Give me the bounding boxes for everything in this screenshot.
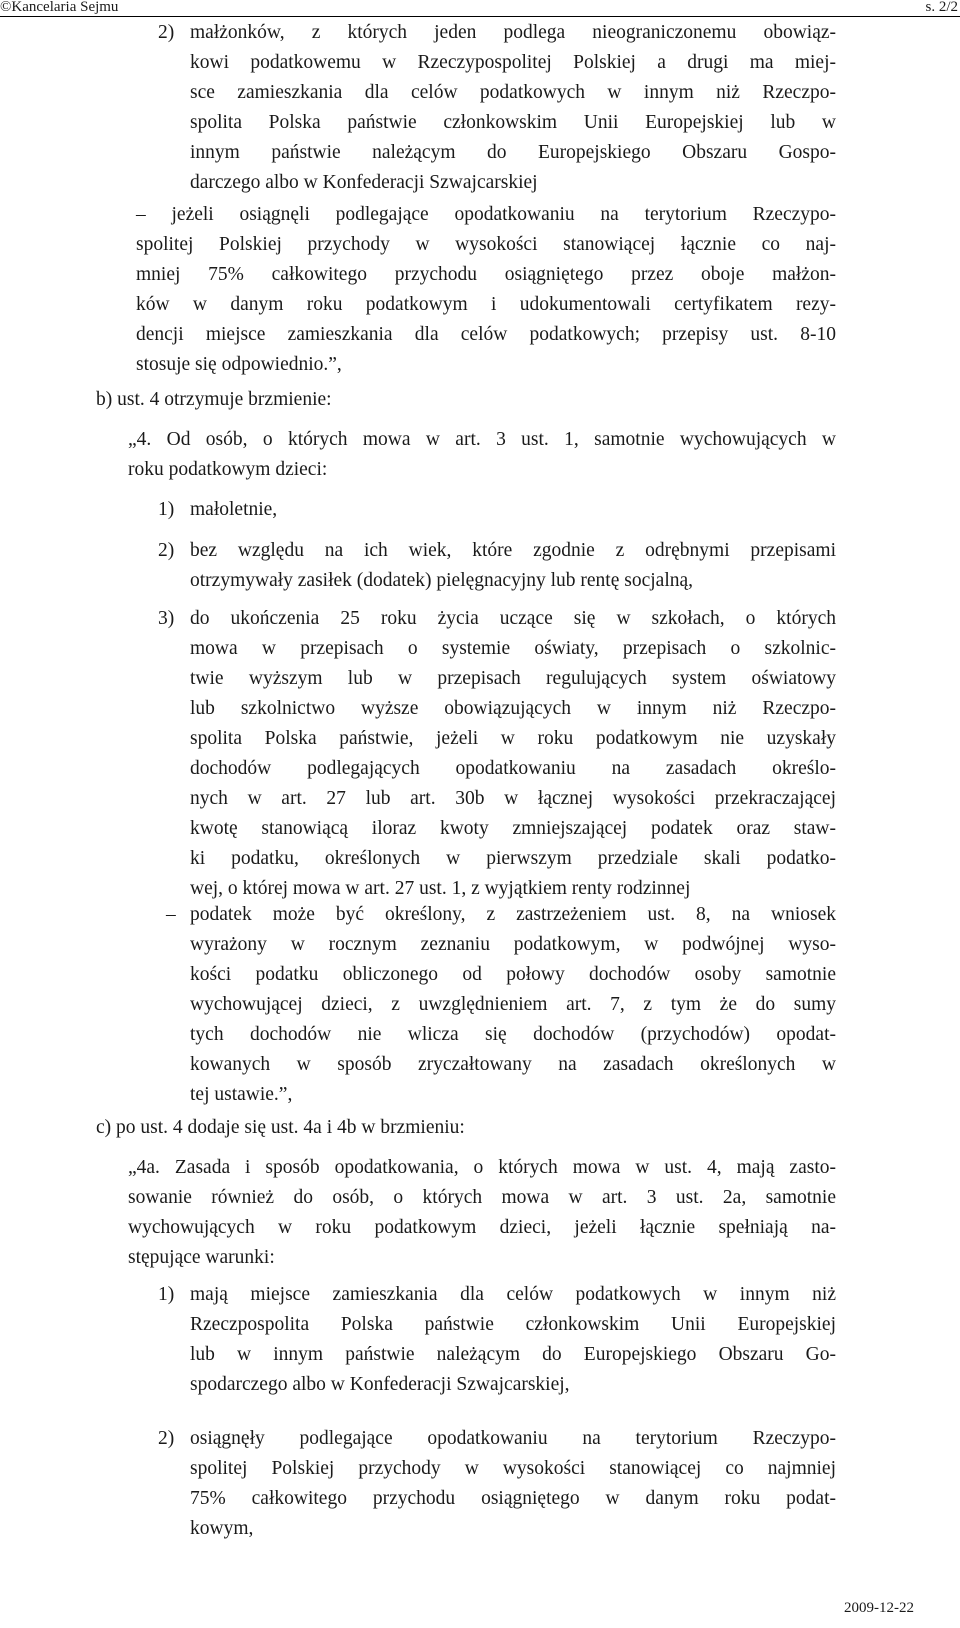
publisher-label: ©Kancelaria Sejmu [0, 0, 119, 15]
item-number: 2) [158, 540, 175, 561]
text-line: stępujące warunki: [128, 1247, 275, 1268]
text-line: kości podatku obliczonego od połowy dochodów osoby samotnie [190, 964, 836, 985]
paragraph-item-2 [190, 18, 836, 198]
text-line: mowa w przepisach o systemie oświaty, przepisach o szkolnic- [190, 638, 836, 659]
text-line: „4. Od osób, o których mowa w art. 3 ust. 1, samotnie wychowujących w [128, 429, 836, 450]
dash-marker: – [166, 904, 176, 925]
text-line: podatek może być określony, z zastrzeżeniem ust. 8, na wniosek [190, 904, 836, 925]
text-line: lub w innym państwie należącym do Europejskiego Obszaru Go- [190, 1344, 836, 1365]
paragraph-ust-4a-item-2 [190, 1424, 836, 1544]
paragraph-ust-4-item-1 [190, 495, 836, 525]
text-line: tej ustawie.”, [190, 1084, 293, 1105]
paragraph-dash-2 [190, 900, 836, 1110]
text-line: spolitej Polskiej przychody w wysokości stanowiącej co najmniej [190, 1458, 836, 1479]
text-line: spolita Polska państwie, jeżeli w roku podatkowym nie uzyskały [190, 728, 836, 749]
text-line: sowanie również do osób, o których mowa w art. 3 ust. 2a, samotnie [128, 1187, 836, 1208]
text-line: 75% całkowitego przychodu osiągniętego w danym roku podat- [190, 1488, 836, 1509]
text-line: małoletnie, [190, 499, 278, 520]
text-line: spolita Polska państwie członkowskim Unii Europejskiej lub w [190, 112, 836, 133]
text-line: – jeżeli osiągnęli podlegające opodatkowaniu na terytorium Rzeczypo- [136, 204, 836, 225]
text-line: sce zamieszkania dla celów podatkowych w innym niż Rzeczpo- [190, 82, 836, 103]
paragraph-ust-4a [128, 1153, 836, 1273]
text-line: Rzeczpospolita Polska państwie członkowskim Unii Europejskiej [190, 1314, 836, 1335]
text-line: wej, o której mowa w art. 27 ust. 1, z wyjątkiem renty rodzinnej [190, 878, 691, 899]
text-line: ków w danym roku podatkowym i udokumentowali certyfikatem rezy- [136, 294, 836, 315]
text-line: darczego albo w Konfederacji Szwajcarskiej [190, 172, 538, 193]
text-line: dencji miejsce zamieszkania dla celów podatkowych; przepisy ust. 8-10 [136, 324, 836, 345]
item-number: 1) [158, 499, 175, 520]
text-line: roku podatkowym dzieci: [128, 459, 328, 480]
text-line: innym państwie należącym do Europejskiego Obszaru Gospo- [190, 142, 836, 163]
paragraph-ust-4-item-2 [190, 536, 836, 596]
text-line: spodarczego albo w Konfederacji Szwajcarskiej, [190, 1374, 570, 1395]
paragraph-ust-4-item-3 [190, 604, 836, 904]
text-line: b) ust. 4 otrzymuje brzmienie: [96, 389, 332, 410]
document-date: 2009-12-22 [844, 1600, 914, 1616]
paragraph-ust-4a-item-1 [190, 1280, 836, 1400]
text-line: bez względu na ich wiek, które zgodnie z odrębnymi przepisami [190, 540, 836, 561]
page-header [0, 0, 960, 20]
item-number: 1) [158, 1284, 175, 1305]
text-line: lub szkolnictwo wyższe obowiązujących w innym niż Rzeczpo- [190, 698, 836, 719]
paragraph-dash-clause [136, 200, 836, 380]
text-line: c) po ust. 4 dodaje się ust. 4a i 4b w brzmieniu: [96, 1117, 465, 1138]
item-number: 2) [158, 1428, 175, 1449]
text-line: dochodów podlegających opodatkowaniu na zasadach określo- [190, 758, 836, 779]
paragraph-c [96, 1113, 836, 1143]
header-divider [0, 16, 960, 17]
text-line: ki podatku, określonych w pierwszym przedziale skali podatko- [190, 848, 836, 869]
text-line: otrzymywały zasiłek (dodatek) pielęgnacyjny lub rentę socjalną, [190, 570, 694, 591]
text-line: do ukończenia 25 roku życia uczące się w szkołach, o których [190, 608, 836, 629]
text-line: tych dochodów nie wlicza się dochodów (przychodów) opodat- [190, 1024, 836, 1045]
text-line: wyrażony w rocznym zeznaniu podatkowym, w podwójnej wyso- [190, 934, 836, 955]
text-line: kowanych w sposób zryczałtowany na zasadach określonych w [190, 1054, 836, 1075]
text-line: „4a. Zasada i sposób opodatkowania, o których mowa w ust. 4, mają zasto- [128, 1157, 836, 1178]
item-number: 3) [158, 608, 175, 629]
text-line: kowym, [190, 1518, 254, 1539]
text-line: kowi podatkowemu w Rzeczypospolitej Polskiej a drugi ma miej- [190, 52, 836, 73]
text-line: twie wyższym lub w przepisach regulujących system oświatowy [190, 668, 836, 689]
paragraph-b [96, 385, 836, 415]
text-line: wychowującej dzieci, z uwzględnieniem art. 7, z tym że do sumy [190, 994, 836, 1015]
text-line: małżonków, z których jeden podlega nieograniczonemu obowiąz- [190, 22, 836, 43]
text-line: osiągnęły podlegające opodatkowaniu na terytorium Rzeczypo- [190, 1428, 836, 1449]
text-line: nych w art. 27 lub art. 30b w łącznej wysokości przekraczającej [190, 788, 836, 809]
text-line: wychowujących w roku podatkowym dzieci, jeżeli łącznie spełniają na- [128, 1217, 836, 1238]
text-line: spolitej Polskiej przychody w wysokości stanowiącej łącznie co naj- [136, 234, 836, 255]
page-number: s. 2/2 [925, 0, 958, 15]
text-line: mniej 75% całkowitego przychodu osiągniętego przez oboje małżon- [136, 264, 836, 285]
text-line: kwotę stanowiącą iloraz kwoty zmniejszającej podatek oraz staw- [190, 818, 836, 839]
text-line: mają miejsce zamieszkania dla celów podatkowych w innym niż [190, 1284, 836, 1305]
item-number: 2) [158, 22, 175, 43]
paragraph-ust-4 [128, 425, 836, 485]
text-line: stosuje się odpowiednio.”, [136, 354, 342, 375]
